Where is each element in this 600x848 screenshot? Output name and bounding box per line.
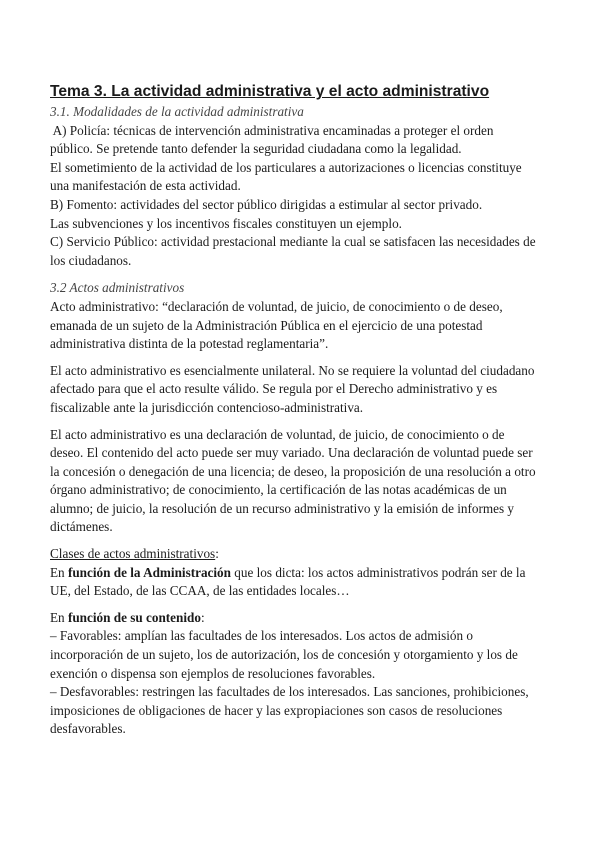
text-line: dictámenes. bbox=[50, 519, 113, 535]
text-line: desfavorables. bbox=[50, 721, 126, 737]
section-modalidades bbox=[50, 103, 550, 270]
text-line: fiscalizable ante la jurisdicción contencioso-administrativa. bbox=[50, 399, 364, 415]
text-line: C) Servicio Público: actividad prestacional mediante la cual se satisfacen las necesidades de bbox=[50, 234, 536, 250]
text-line: UE, del Estado, de las CCAA, de las entidades locales… bbox=[50, 583, 350, 599]
text-line: incorporación de un sujeto, los de autorización, los de concesión y otorgamiento y los de bbox=[50, 647, 518, 663]
definition-paragraph bbox=[50, 298, 550, 354]
text-line: una manifestación de esta actividad. bbox=[50, 178, 241, 194]
administracion-paragraph bbox=[50, 564, 550, 601]
text-line: alumno; de juicio, la resolución de un recurso administrativo y la emisión de informes y bbox=[50, 500, 515, 516]
text-line bbox=[50, 564, 550, 583]
text-line: El acto administrativo es esencialmente unilateral. No se requiere la voluntad del ciudadano bbox=[50, 362, 535, 378]
modalidades-text bbox=[50, 122, 550, 271]
clases-heading-colon: : bbox=[215, 546, 219, 562]
text-line: – Desfavorables: restringen las facultades de los interesados. Las sanciones, prohibiciones, bbox=[50, 684, 529, 700]
text-line: imposiciones de obligaciones de hacer y las expropiaciones son casos de resoluciones bbox=[50, 702, 503, 718]
text-line: órgano administrativo; de conocimiento, la certificación de las notas académicas de un bbox=[50, 482, 507, 498]
clases-heading bbox=[50, 545, 550, 564]
administracion-prefix: En bbox=[50, 564, 68, 580]
text-line: exención o dispensa son ejemplos de resoluciones favorables. bbox=[50, 665, 376, 681]
document-page bbox=[50, 82, 550, 739]
text-line: los ciudadanos. bbox=[50, 252, 132, 268]
text-line bbox=[50, 609, 550, 628]
section-clases bbox=[50, 545, 550, 739]
unilateral-paragraph bbox=[50, 362, 550, 418]
declaracion-paragraph bbox=[50, 426, 550, 538]
text-line: Las subvenciones y los incentivos fiscales constituyen un ejemplo. bbox=[50, 215, 402, 231]
contenido-prefix: En bbox=[50, 609, 68, 625]
text-line: – Favorables: amplían las facultades de los interesados. Los actos de admisión o bbox=[50, 628, 473, 644]
contenido-colon: : bbox=[200, 609, 205, 625]
section-heading-modalidades: 3.1. Modalidades de la actividad administrativa bbox=[50, 104, 304, 119]
administracion-bold: función de la Administración bbox=[67, 564, 231, 580]
text-line: emanada de un sujeto de la Administración Pública en el ejercicio de una potestad bbox=[50, 317, 483, 333]
text-line: afectado para que el acto resulte válido. Se regula por el Derecho administrativo y es bbox=[50, 381, 498, 397]
section-actos bbox=[50, 279, 550, 537]
text-line: A) Policía: técnicas de intervención administrativa encaminadas a proteger el orden bbox=[50, 122, 494, 138]
text-line: deseo. El contenido del acto puede ser muy variado. Una declaración de voluntad puede ser bbox=[50, 445, 533, 461]
text-line: El acto administrativo es una declaración de voluntad, de juicio, de conocimiento o de bbox=[50, 426, 505, 442]
section-heading-actos: 3.2 Actos administrativos bbox=[50, 280, 185, 296]
text-line: B) Fomento: actividades del sector público dirigidas a estimular al sector privado. bbox=[50, 196, 483, 212]
text-line: público. Se pretende tanto defender la seguridad ciudadana como la legalidad. bbox=[50, 141, 462, 157]
contenido-bold: función de su contenido bbox=[67, 609, 201, 625]
administracion-rest: que los dicta: los actos administrativos podrán ser de la bbox=[231, 564, 526, 580]
text-line: Acto administrativo: “declaración de voluntad, de juicio, de conocimiento o de deseo, bbox=[50, 298, 503, 314]
document-title: Tema 3. La actividad administrativa y el acto administrativo bbox=[50, 83, 490, 100]
text-line: administrativa distinta de la potestad reglamentaria”. bbox=[50, 336, 329, 352]
clases-heading-text: Clases de actos administrativos bbox=[50, 546, 216, 562]
contenido-paragraph bbox=[50, 609, 550, 739]
text-line: El sometimiento de la actividad de los particulares a autorizaciones o licencias constituye bbox=[50, 159, 522, 175]
text-line: la concesión o denegación de una licencia; de deseo, la proposición de una resolución a otro bbox=[50, 463, 536, 479]
